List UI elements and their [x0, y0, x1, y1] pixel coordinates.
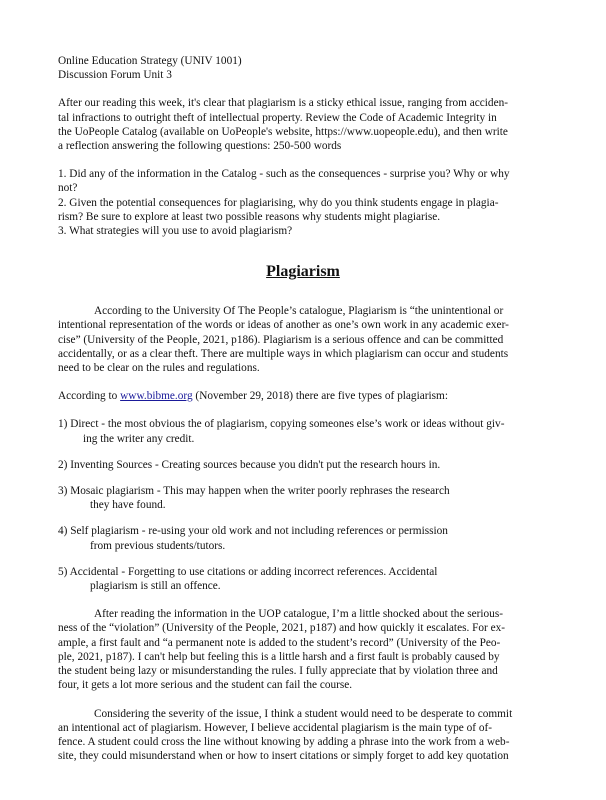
question-line: 1. Did any of the information in the Catalog - such as the consequences - surprise you? Why or why — [58, 168, 510, 181]
intro-line: According to the University Of The People’s catalogue, Plagiarism is “the unintentional or — [94, 305, 504, 318]
paragraph-line: the student being lazy or misunderstanding the rules. I fully appreciate that by violation three and — [58, 665, 498, 678]
question-line: 2. Given the potential consequences for plagiarising, why do you think students engage in plagia- — [58, 196, 499, 209]
considering-paragraph — [58, 707, 548, 764]
question-line: rism? Be sure to explore at least two possible reasons why students might plagiarise. — [58, 210, 441, 223]
prompt-line: tal infractions to outright theft of intellectual property. Review the Code of Academic Integrity in — [58, 111, 497, 124]
list-item — [58, 458, 548, 472]
types-intro-before: According to — [58, 390, 121, 403]
intro-line: accidentally, or as a clear theft. There are multiple ways in which plagiarism can occur and students — [58, 347, 509, 360]
types-list — [58, 417, 548, 593]
course-title: Online Education Strategy (UNIV 1001) — [58, 55, 242, 67]
list-item — [58, 417, 548, 445]
paragraph-line: fence. A student could cross the line without knowing by adding a phrase into the work from a web- — [58, 735, 510, 748]
list-item — [58, 524, 548, 552]
list-item-continuation: ing the writer any credit. — [83, 432, 195, 445]
prompt-line: the UoPeople Catalog (available on UoPeople's website, https://www.uopeople.edu), and then write — [58, 125, 508, 138]
unit-title: Discussion Forum Unit 3 — [58, 69, 172, 82]
reflection-paragraph — [58, 607, 548, 692]
list-item-line: 3) Mosaic plagiarism - This may happen when the writer poorly rephrases the research — [58, 485, 450, 498]
prompt-questions — [58, 167, 548, 238]
bibme-link[interactable]: www.bibme.org — [120, 390, 193, 403]
intro-line: cise” (University of the People, 2021, p186). Plagiarism is a serious offence and can be committed — [58, 333, 504, 346]
list-item — [58, 565, 548, 593]
question-line: 3. What strategies will you use to avoid plagiarism? — [58, 225, 293, 238]
paragraph-line: site, they could misunderstand when or how to insert citations or simply forget to add key quotation — [58, 750, 509, 763]
paragraph-line: ample, a first fault and “a permanent note is added to the student’s record” (University of the Peo- — [58, 636, 501, 649]
paragraph-line: ness of the “violation” (University of the People, 2021, p187) and how quickly it escalates. For ex- — [58, 622, 506, 635]
list-item — [58, 484, 548, 512]
paragraph-line: ple, 2021, p187). I can't help but feeling this is a little harsh and a first fault is probably caused by — [58, 650, 500, 663]
paragraph-line: four, it gets a lot more serious and the student can fail the course. — [58, 679, 353, 692]
prompt-line: a reflection answering the following questions: 250-500 words — [58, 140, 342, 153]
list-item-continuation: plagiarism is still an offence. — [90, 580, 221, 593]
intro-line: need to be clear on the rules and regulations. — [58, 362, 260, 375]
paragraph-line: an intentional act of plagiarism. However, I believe accidental plagiarism is the main type of of- — [58, 721, 493, 734]
list-item-line: 4) Self plagiarism - re-using your old work and not including references or permission — [58, 525, 448, 538]
header-block — [58, 54, 548, 82]
question-line: not? — [58, 182, 78, 195]
types-intro-after: (November 29, 2018) there are five types of plagiarism: — [192, 390, 448, 403]
prompt-paragraph — [58, 96, 548, 153]
list-item-line: 2) Inventing Sources - Creating sources because you didn't put the research hours in. — [58, 458, 441, 471]
intro-paragraph — [58, 304, 548, 375]
prompt-line: After our reading this week, it's clear that plagiarism is a sticky ethical issue, ranging from acciden- — [58, 97, 508, 110]
list-item-line: 5) Accidental - Forgetting to use citations or adding incorrect references. Accidental — [58, 565, 438, 578]
paragraph-line: After reading the information in the UOP catalogue, I’m a little shocked about the serious- — [94, 608, 503, 621]
paragraph-line: Considering the severity of the issue, I think a student would need to be desperate to commit — [94, 707, 513, 720]
types-intro — [58, 389, 548, 403]
list-item-line: 1) Direct - the most obvious the of plagiarism, copying someones else’s work or ideas without giv- — [58, 418, 505, 431]
essay-title: Plagiarism — [266, 263, 340, 281]
intro-line: intentional representation of the words or ideas of another as one’s own work in any academic exer- — [58, 319, 509, 332]
list-item-continuation: they have found. — [90, 499, 166, 512]
list-item-continuation: from previous students/tutors. — [90, 539, 226, 552]
